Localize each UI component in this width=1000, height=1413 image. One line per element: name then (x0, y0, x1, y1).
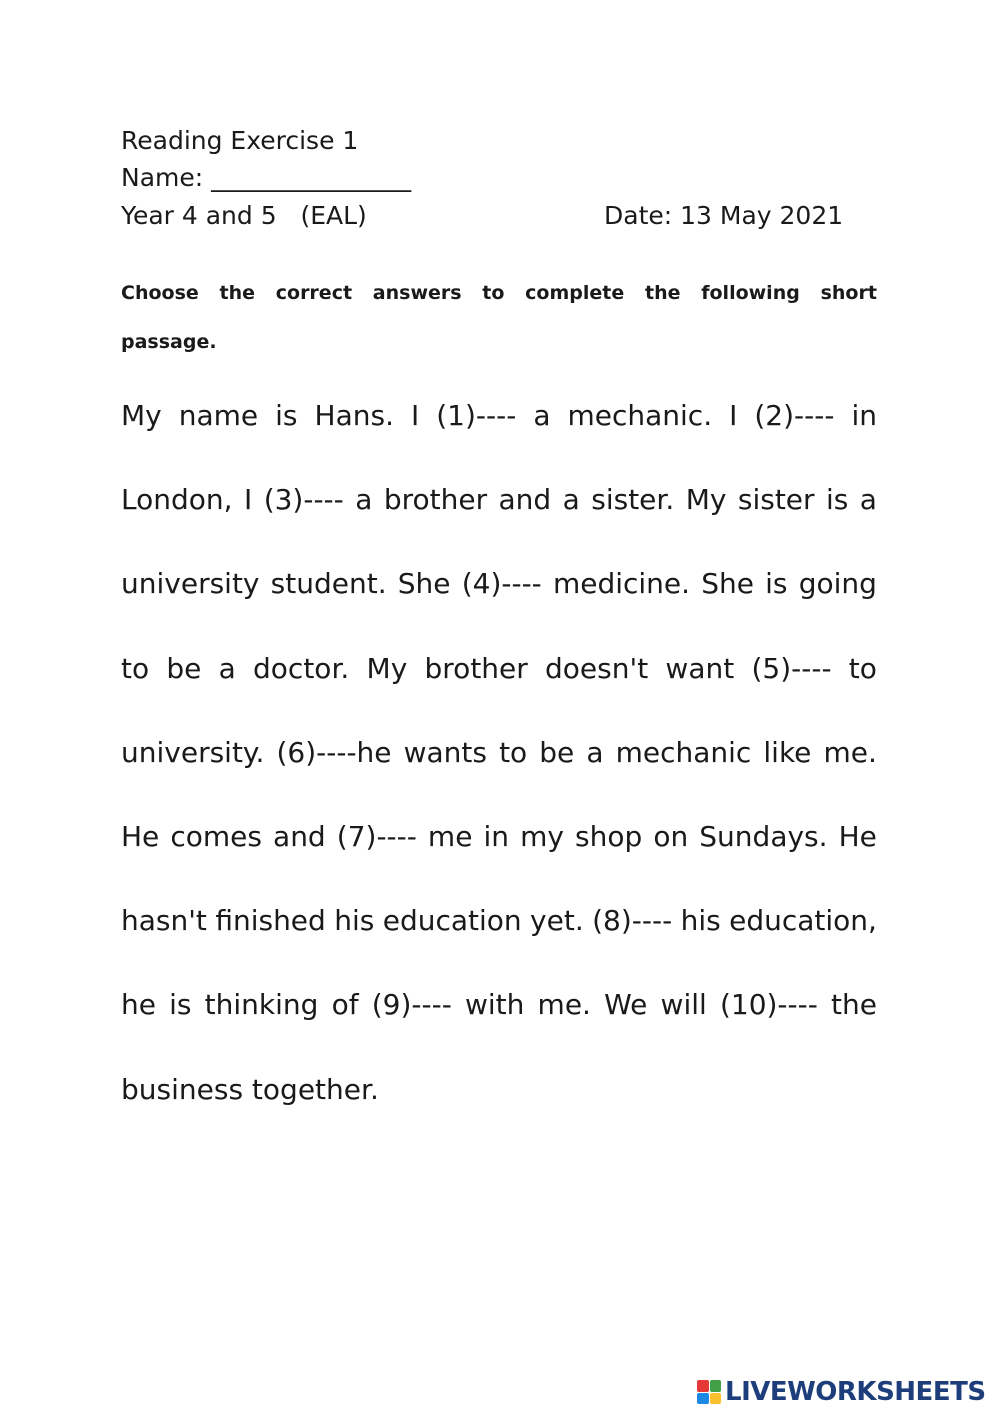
logo-text: LIVEWORKSHEETS (725, 1377, 986, 1407)
instruction-word: correct (275, 282, 353, 304)
logo-square-4 (710, 1393, 722, 1405)
logo-square-3 (697, 1393, 709, 1405)
logo-square-1 (697, 1380, 709, 1392)
exercise-title: Reading Exercise 1 (121, 126, 359, 155)
logo-square-2 (710, 1380, 722, 1392)
passage-line: My name is Hans. I (1)---- a mechanic. I (2)---- in (121, 399, 877, 432)
liveworksheets-logo-icon (697, 1380, 721, 1404)
name-field-label: Name: ________________ (121, 163, 412, 192)
instruction-word: Choose (121, 282, 199, 304)
instruction-word: the (645, 282, 681, 304)
liveworksheets-logo (697, 1377, 986, 1407)
year-group-label: Year 4 and 5 (EAL) (121, 201, 367, 230)
instruction-word: following (701, 282, 800, 304)
passage-line: university student. She (4)---- medicine. She is going (121, 567, 877, 601)
instruction-word: to (482, 282, 505, 304)
passage-line: business together. (121, 1072, 379, 1106)
passage-line: to be a doctor. My brother doesn't want (5)---- to (121, 651, 877, 685)
passage-line: hasn't finished his education yet. (8)---- his education, (121, 904, 877, 938)
passage-line: university. (6)----he wants to be a mechanic like me. (121, 735, 877, 769)
instruction-line-1 (121, 281, 877, 305)
passage-line: London, I (3)---- a brother and a sister. My sister is a (121, 483, 877, 517)
date-label: Date: 13 May 2021 (604, 201, 844, 230)
instruction-word: answers (372, 282, 462, 304)
instruction-word: complete (525, 282, 625, 304)
passage-line: he is thinking of (9)---- with me. We will (10)---- the (121, 988, 877, 1022)
passage-line: He comes and (7)---- me in my shop on Sundays. He (121, 820, 877, 853)
instruction-word: the (219, 282, 256, 304)
instruction-line-2: passage. (121, 331, 217, 353)
instruction-word: short (820, 282, 877, 304)
